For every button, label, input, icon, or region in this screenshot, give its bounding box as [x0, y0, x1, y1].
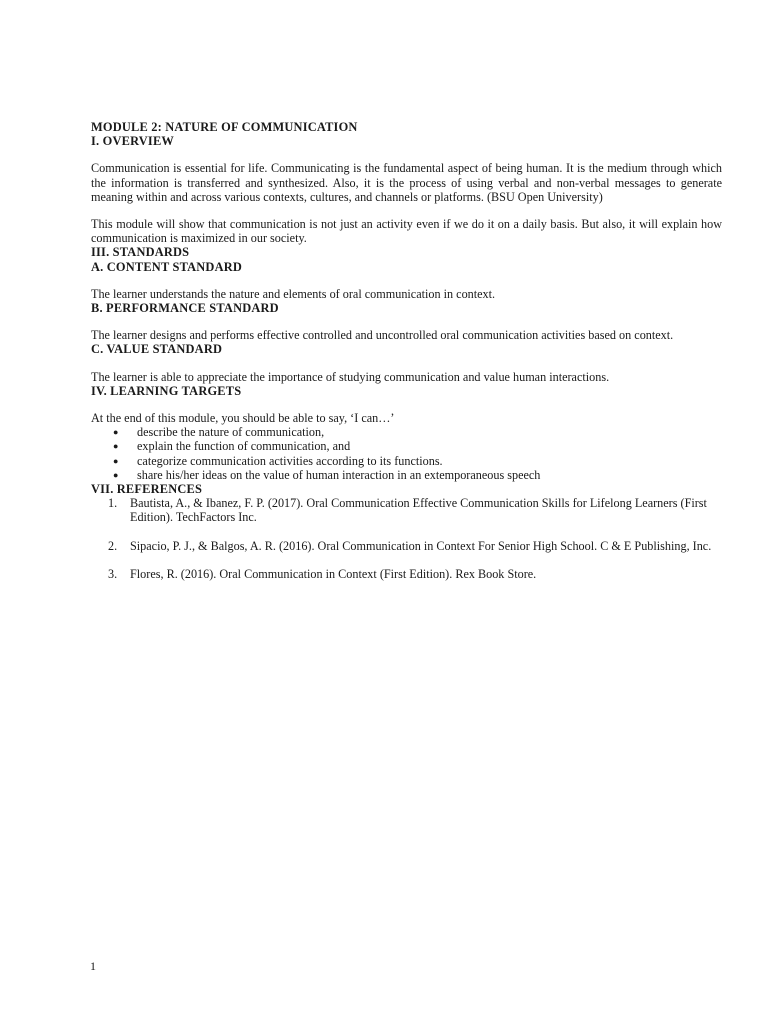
document-body — [91, 120, 722, 595]
references-list — [91, 496, 722, 581]
reference-number: 2. — [108, 538, 118, 553]
performance-standard-text: The learner designs and performs effective controlled and uncontrolled oral communication activities based on context. — [91, 328, 674, 343]
list-item-text: share his/her ideas on the value of human interaction in an extemporaneous speech — [137, 467, 541, 482]
module-title: MODULE 2: NATURE OF COMMUNICATION — [91, 120, 358, 134]
performance-standard-heading: B. PERFORMANCE STANDARD — [91, 301, 279, 316]
reference-number: 1. — [108, 496, 118, 511]
learning-targets-heading: IV. LEARNING TARGETS — [91, 383, 242, 398]
bullet-icon: ● — [113, 441, 119, 452]
reference-text: Bautista, A., & Ibanez, F. P. (2017). Oral Communication Effective Communication Skills for Lifelong Learners (First Edition). TechFactors Inc. — [130, 496, 707, 525]
learning-targets-intro: At the end of this module, you should be able to say, ‘I can…’ — [91, 411, 395, 426]
list-item — [91, 468, 722, 482]
list-item-text: describe the nature of communication, — [137, 425, 325, 440]
content-standard-heading: A. CONTENT STANDARD — [91, 259, 243, 274]
learning-targets-list — [91, 425, 722, 482]
reference-item — [91, 496, 722, 524]
bullet-icon: ● — [113, 427, 119, 438]
bullet-icon: ● — [113, 455, 119, 466]
reference-text: Flores, R. (2016). Oral Communication in Context (First Edition). Rex Book Store. — [130, 566, 537, 581]
overview-paragraph-2: This module will show that communication is not just an activity even if we do it on a daily basis. But also, it will explain how communication is maximized in our society. — [91, 217, 722, 246]
reference-item — [91, 567, 722, 581]
list-item-text: categorize communication activities according to its functions. — [137, 453, 443, 468]
value-standard-text: The learner is able to appreciate the importance of studying communication and value human interactions. — [91, 369, 610, 384]
content-standard-text: The learner understands the nature and elements of oral communication in context. — [91, 286, 496, 301]
list-item-text: explain the function of communication, and — [137, 439, 351, 454]
overview-heading: I. OVERVIEW — [91, 134, 175, 149]
overview-paragraph-1: Communication is essential for life. Communicating is the fundamental aspect of being human. It is the medium through which the information is transferred and synthesized. Also, it is the process of using verbal and non-verbal messages to generate meaning within and across various contexts, cultures, and channels or platforms. (BSU Open University) — [91, 161, 722, 204]
references-heading: VII. REFERENCES — [91, 482, 203, 497]
reference-item — [91, 539, 722, 553]
page-number: 1 — [90, 959, 96, 973]
reference-text: Sipacio, P. J., & Balgos, A. R. (2016). Oral Communication in Context For Senior High School. C & E Publishing, Inc. — [130, 538, 712, 553]
bullet-icon: ● — [113, 469, 119, 480]
list-item — [91, 454, 722, 468]
list-item — [91, 439, 722, 453]
value-standard-heading: C. VALUE STANDARD — [91, 342, 223, 357]
reference-number: 3. — [108, 566, 118, 581]
standards-heading: III. STANDARDS — [91, 245, 190, 260]
list-item — [91, 425, 722, 439]
